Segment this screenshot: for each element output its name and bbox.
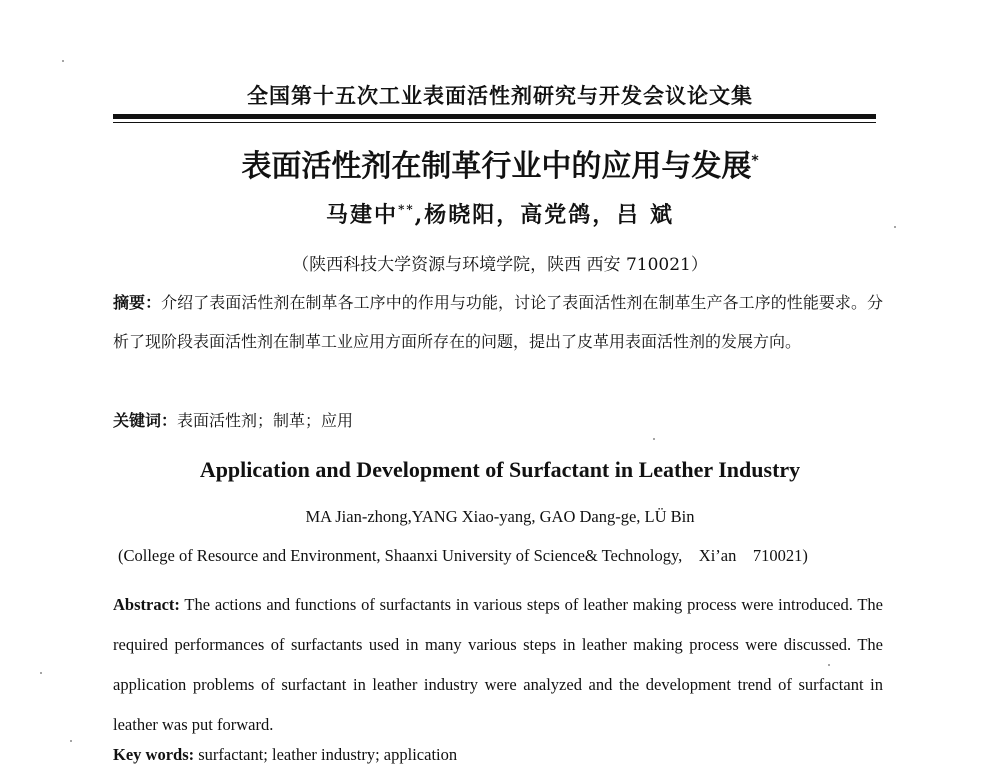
scan-speck bbox=[894, 226, 896, 228]
english-abstract bbox=[113, 585, 883, 745]
header-rule-thick bbox=[113, 114, 876, 119]
chinese-keywords-text: 表面活性剂；制革；应用 bbox=[177, 411, 354, 430]
chinese-author-rest: ,杨晓阳，高党鸽，吕 斌 bbox=[414, 202, 674, 228]
scan-speck bbox=[653, 438, 655, 440]
chinese-author-first: 马建中 bbox=[326, 202, 399, 228]
author-footnote-mark: ** bbox=[398, 202, 415, 217]
english-abstract-label: Abstract: bbox=[113, 595, 180, 614]
chinese-abstract-text: 介绍了表面活性剂在制革各工序中的作用与功能，讨论了表面活性剂在制革生产各工序的性能要求。分析了现阶段表面活性剂在制革工业应用方面所存在的问题，提出了皮革用表面活性剂的发展方向。 bbox=[113, 293, 883, 351]
running-head: 全国第十五次工业表面活性剂研究与开发会议论文集 bbox=[247, 83, 753, 108]
chinese-keywords-label: 关键词： bbox=[113, 411, 178, 430]
chinese-authors bbox=[0, 198, 1000, 229]
chinese-keywords bbox=[113, 408, 353, 431]
english-keywords-label: Key words: bbox=[113, 745, 195, 764]
chinese-abstract bbox=[113, 283, 883, 361]
scan-speck bbox=[62, 60, 64, 62]
scan-speck bbox=[40, 672, 42, 674]
english-keywords-text: surfactant; leather industry; application bbox=[194, 745, 458, 764]
english-abstract-text: The actions and functions of surfactants in various steps of leather making process were introduced. The required performances of surfactants used in many various steps in leather making process were discussed. The application problems of surfactant in leather industry were analyzed and the development trend of surfactant in leather was put forward. bbox=[113, 595, 883, 734]
english-title: Application and Development of Surfactant in Leather Industry bbox=[199, 457, 801, 482]
header-rule-thin bbox=[113, 122, 876, 123]
chinese-title bbox=[0, 141, 1000, 185]
chinese-abstract-label: 摘要： bbox=[113, 293, 162, 312]
english-authors: MA Jian-zhong,YANG Xiao-yang, GAO Dang-ge, LÜ Bin bbox=[305, 507, 695, 526]
title-footnote-mark: * bbox=[751, 153, 759, 169]
chinese-affiliation: （陕西科技大学资源与环境学院，陕西 西安 710021） bbox=[292, 255, 708, 275]
english-affiliation: (College of Resource and Environment, Shaanxi University of Science& Technology, Xi’an 710021) bbox=[118, 546, 808, 565]
scan-speck bbox=[70, 740, 72, 742]
english-keywords bbox=[113, 745, 457, 765]
scan-speck bbox=[828, 664, 830, 666]
chinese-title-text: 表面活性剂在制革行业中的应用与发展 bbox=[241, 149, 752, 184]
